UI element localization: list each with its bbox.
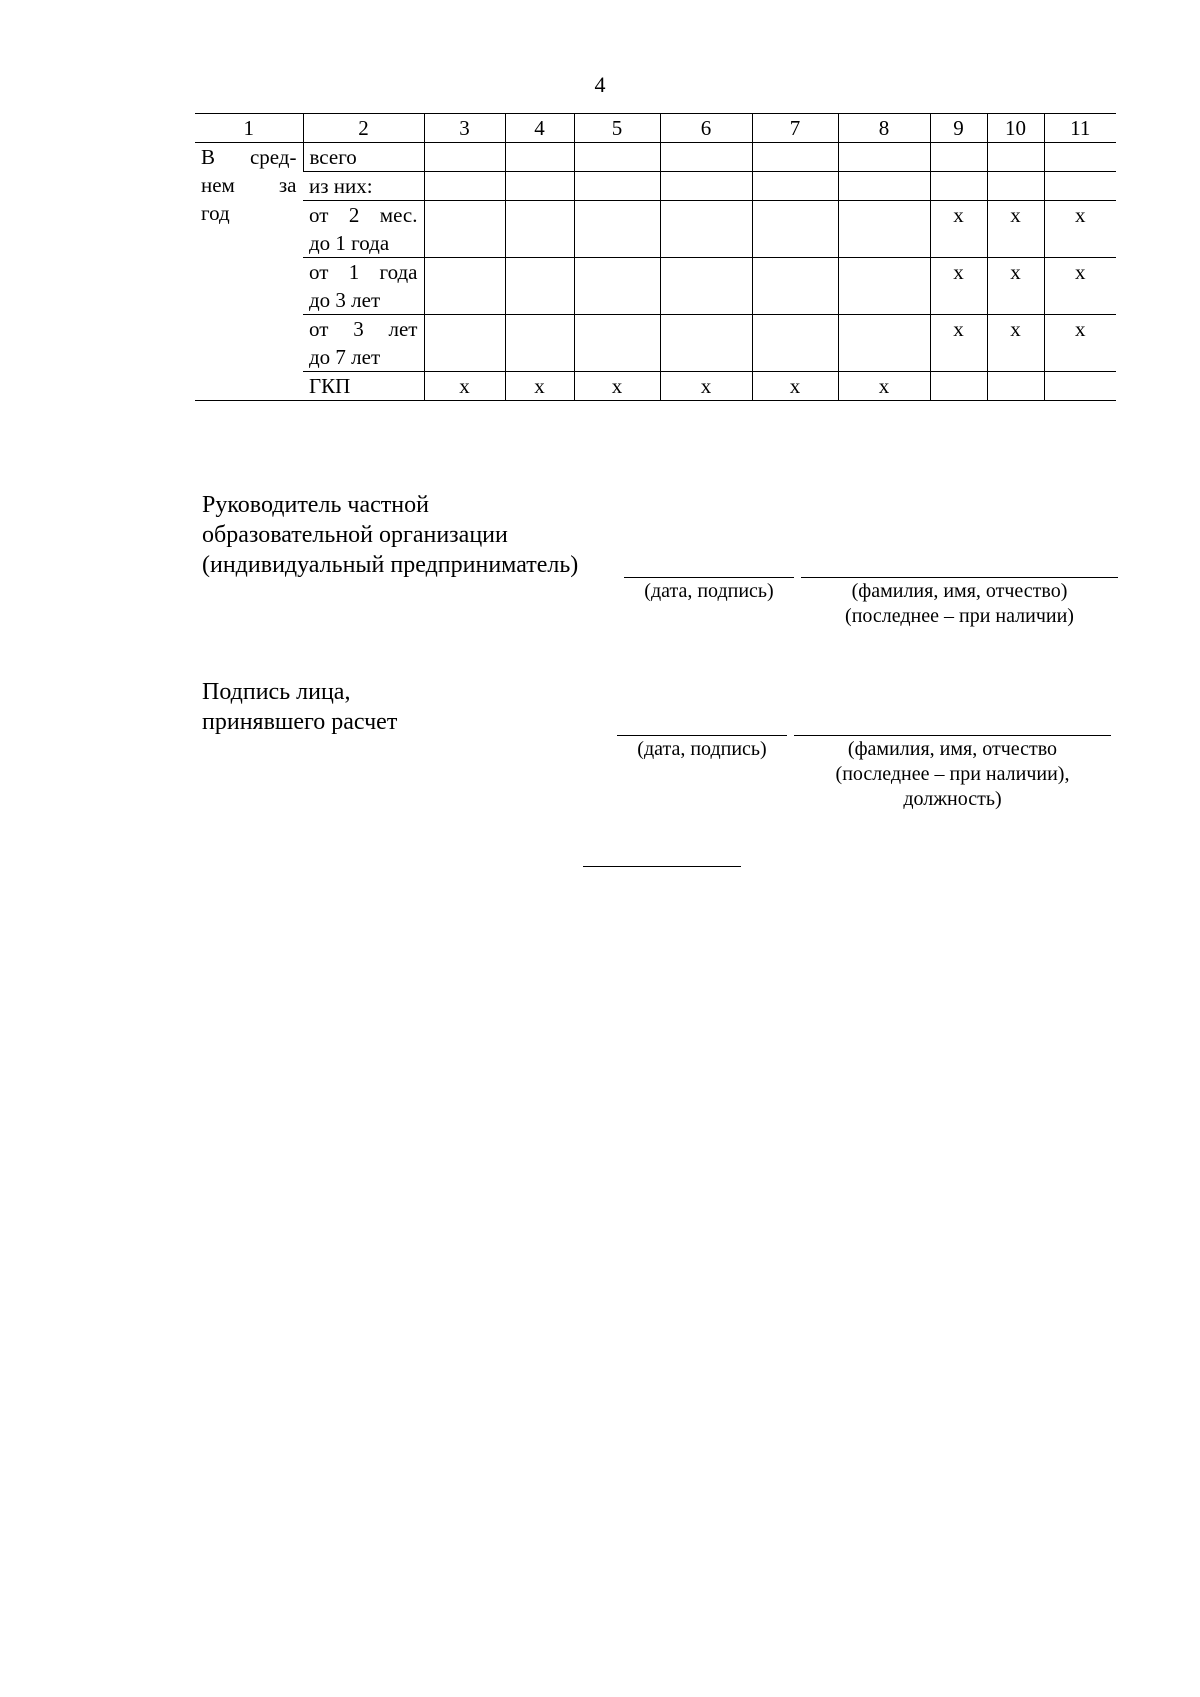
table-cell: х bbox=[838, 372, 930, 401]
table-cell bbox=[574, 172, 660, 201]
table-cell bbox=[660, 315, 752, 372]
head-name-line[interactable] bbox=[801, 577, 1118, 578]
caption-line: (последнее – при наличии), bbox=[835, 763, 1070, 785]
caption-line: должность) bbox=[903, 788, 1002, 810]
table-cell: х bbox=[987, 315, 1044, 372]
row-label-line: от 2 мес. bbox=[309, 203, 418, 227]
group-label-average-year bbox=[195, 143, 303, 401]
table-cell bbox=[838, 258, 930, 315]
head-title-line: образовательной организации bbox=[202, 522, 508, 548]
table-cell bbox=[1044, 372, 1116, 401]
table-cell bbox=[838, 315, 930, 372]
table-cell bbox=[752, 201, 838, 258]
table-cell bbox=[752, 258, 838, 315]
receiver-name-caption bbox=[794, 737, 1111, 812]
head-signature-title bbox=[202, 490, 578, 580]
group-label-line: год bbox=[201, 201, 230, 225]
table-cell bbox=[752, 315, 838, 372]
table-cell bbox=[660, 258, 752, 315]
receiver-date-signature-line[interactable] bbox=[617, 735, 787, 736]
table-cell: х bbox=[752, 372, 838, 401]
table-cell: х bbox=[574, 372, 660, 401]
head-name-caption bbox=[801, 579, 1118, 629]
table-cell: х bbox=[660, 372, 752, 401]
caption-line: (фамилия, имя, отчество bbox=[847, 738, 1058, 760]
table-cell bbox=[660, 143, 752, 172]
page-number: 4 bbox=[594, 72, 606, 97]
table-cell bbox=[1044, 172, 1116, 201]
table-cell: х bbox=[1044, 201, 1116, 258]
column-header: 2 bbox=[303, 114, 424, 143]
table-cell bbox=[752, 143, 838, 172]
table-row bbox=[195, 315, 1116, 372]
table-cell bbox=[660, 172, 752, 201]
row-label-line: от 3 лет bbox=[309, 317, 418, 341]
table-cell: х bbox=[930, 258, 987, 315]
head-title-line: Руководитель частной bbox=[202, 492, 429, 518]
table-cell bbox=[987, 172, 1044, 201]
head-date-signature-line[interactable] bbox=[624, 577, 794, 578]
receiver-name-line[interactable] bbox=[794, 735, 1111, 736]
table-cell bbox=[424, 143, 505, 172]
table-cell: х bbox=[1044, 315, 1116, 372]
end-of-document-rule bbox=[583, 866, 741, 867]
table-cell bbox=[505, 201, 574, 258]
receiver-title-line: принявшего расчет bbox=[202, 709, 398, 735]
row-label-line: до 3 лет bbox=[309, 288, 381, 312]
column-header: 9 bbox=[930, 114, 987, 143]
row-label-of-them: из них: bbox=[303, 172, 424, 201]
table-row bbox=[195, 258, 1116, 315]
table-cell bbox=[838, 172, 930, 201]
receiver-title-line: Подпись лица, bbox=[202, 679, 351, 705]
column-header: 8 bbox=[838, 114, 930, 143]
column-header: 1 bbox=[195, 114, 303, 143]
report-table bbox=[195, 113, 1116, 401]
table-row bbox=[195, 172, 1116, 201]
row-label-total: всего bbox=[303, 143, 424, 172]
table-cell bbox=[505, 172, 574, 201]
row-label-line: до 1 года bbox=[309, 231, 390, 255]
head-date-signature-caption: (дата, подпись) bbox=[644, 580, 774, 602]
column-header: 7 bbox=[752, 114, 838, 143]
table-cell bbox=[838, 201, 930, 258]
caption-line: (фамилия, имя, отчество) bbox=[851, 580, 1068, 602]
table-cell bbox=[1044, 143, 1116, 172]
table-cell: х bbox=[505, 372, 574, 401]
table-cell bbox=[574, 315, 660, 372]
table-cell bbox=[930, 372, 987, 401]
table-row bbox=[195, 372, 1116, 401]
table-cell bbox=[424, 258, 505, 315]
table-cell bbox=[930, 143, 987, 172]
table-cell bbox=[752, 172, 838, 201]
table-cell: х bbox=[987, 258, 1044, 315]
table-cell: х bbox=[424, 372, 505, 401]
table-header-row bbox=[195, 114, 1116, 143]
column-header: 10 bbox=[987, 114, 1044, 143]
table-cell bbox=[574, 258, 660, 315]
head-title-line: (индивидуальный предприниматель) bbox=[202, 552, 579, 578]
table-cell bbox=[424, 315, 505, 372]
row-label-1-to-3-years bbox=[303, 258, 424, 315]
table-cell bbox=[574, 143, 660, 172]
column-header: 5 bbox=[574, 114, 660, 143]
table-cell: х bbox=[930, 315, 987, 372]
table-cell bbox=[505, 315, 574, 372]
table-cell bbox=[424, 172, 505, 201]
table-cell bbox=[505, 143, 574, 172]
table-cell: х bbox=[1044, 258, 1116, 315]
column-header: 3 bbox=[424, 114, 505, 143]
row-label-3-to-7-years bbox=[303, 315, 424, 372]
table-cell bbox=[987, 372, 1044, 401]
table-cell: х bbox=[987, 201, 1044, 258]
row-label-gkp: ГКП bbox=[303, 372, 424, 401]
row-label-line: от 1 года bbox=[309, 260, 418, 284]
group-label-line: В сред- bbox=[201, 145, 297, 169]
table-cell bbox=[574, 201, 660, 258]
receiver-date-signature-caption: (дата, подпись) bbox=[637, 738, 767, 760]
row-label-2-months-to-1-year bbox=[303, 201, 424, 258]
table-cell bbox=[424, 201, 505, 258]
column-header: 11 bbox=[1044, 114, 1116, 143]
column-header: 4 bbox=[505, 114, 574, 143]
table-cell bbox=[660, 201, 752, 258]
table-cell bbox=[505, 258, 574, 315]
table-cell bbox=[930, 172, 987, 201]
column-header: 6 bbox=[660, 114, 752, 143]
group-label-line: нем за bbox=[201, 173, 297, 197]
receiver-signature-title bbox=[202, 677, 397, 737]
row-label-line: до 7 лет bbox=[309, 345, 381, 369]
table-row bbox=[195, 143, 1116, 172]
table-cell bbox=[987, 143, 1044, 172]
caption-line: (последнее – при наличии) bbox=[845, 605, 1074, 627]
table-cell bbox=[838, 143, 930, 172]
table-row bbox=[195, 201, 1116, 258]
table-cell: х bbox=[930, 201, 987, 258]
